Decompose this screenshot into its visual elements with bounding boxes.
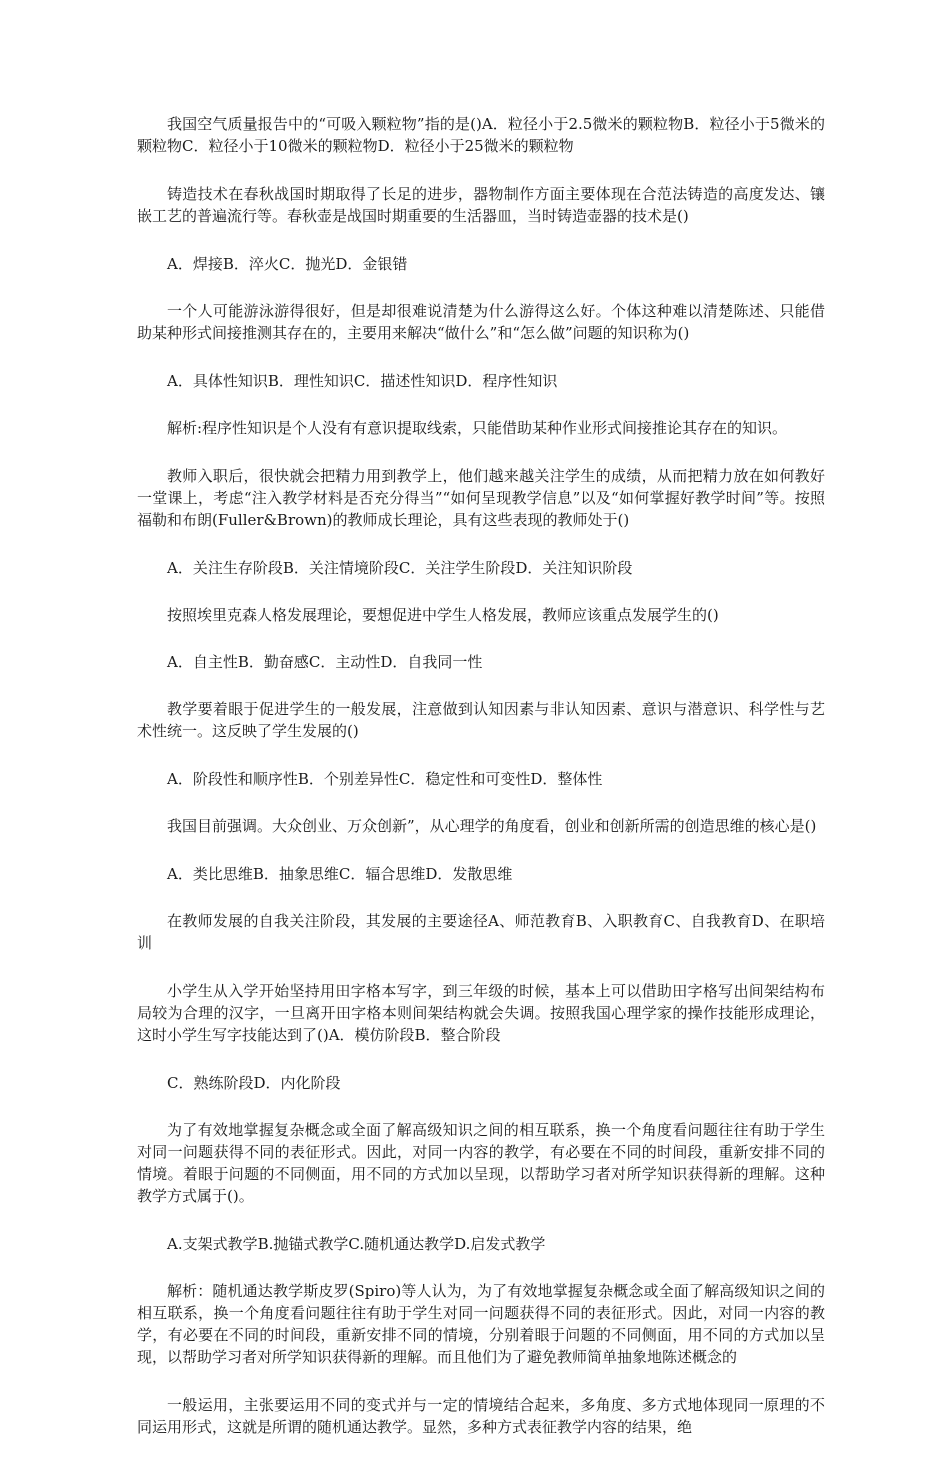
question-paragraph: 教师入职后，很快就会把精力用到教学上，他们越来越关注学生的成绩，从而把精力放在如何教好一堂课上，考虑“注入教学材料是否充分得当”“如何呈现教学信息”以及“如何掌握好教学时间”等。按照福勒和布朗(Fuller&Brown)的教师成长理论，具有这些表现的教师处于() (137, 467, 825, 529)
question-paragraph: 小学生从入学开始坚持用田字格本写字，到三年级的时候，基本上可以借助田字格写出间架结构布局较为合理的汉字，一旦离开田字格本则间架结构就会失调。按照我国心理学家的操作技能形成理论，这时小学生写字技能达到了()A．模仿阶段B．整合阶段 (137, 982, 825, 1044)
options-paragraph: A．关注生存阶段B．关注情境阶段C．关注学生阶段D．关注知识阶段 (167, 559, 633, 577)
question-paragraph: 教学要着眼于促进学生的一般发展，注意做到认知因素与非认知因素、意识与潜意识、科学性与艺术性统一。这反映了学生发展的() (137, 700, 825, 740)
question-paragraph: 我国目前强调。大众创业、万众创新”，从心理学的角度看，创业和创新所需的创造思维的核心是() (167, 817, 817, 835)
question-paragraph: 按照埃里克森人格发展理论，要想促进中学生人格发展，教师应该重点发展学生的() (167, 606, 719, 624)
document-page (137, 113, 825, 1464)
options-paragraph: A．类比思维B．抽象思维C．辐合思维D．发散思维 (167, 865, 513, 883)
options-paragraph: A．自主性B．勤奋感C．主动性D．自我同一性 (167, 653, 483, 671)
question-paragraph: 我国空气质量报告中的“可吸入颗粒物”指的是()A．粒径小于2.5微米的颗粒物B．粒径小于5微米的颗粒物C．粒径小于10微米的颗粒物D．粒径小于25微米的颗粒物 (137, 115, 825, 155)
question-paragraph: 铸造技术在春秋战国时期取得了长足的进步，器物制作方面主要体现在合范法铸造的高度发达、镶嵌工艺的普遍流行等。春秋壶是战国时期重要的生活器皿，当时铸造壶器的技术是() (137, 185, 825, 225)
options-paragraph: A．阶段性和顺序性B．个别差异性C．稳定性和可变性D．整体性 (167, 770, 603, 788)
options-paragraph: A．焊接B．淬火C．抛光D．金银错 (167, 255, 408, 273)
analysis-paragraph: 一般运用，主张要运用不同的变式并与一定的情境结合起来，多角度、多方式地体现同一原理的不同运用形式，这就是所谓的随机通达教学。显然，多种方式表征教学内容的结果，绝 (137, 1396, 825, 1436)
options-paragraph: C．熟练阶段D．内化阶段 (167, 1074, 341, 1092)
question-paragraph: 一个人可能游泳游得很好，但是却很难说清楚为什么游得这么好。个体这种难以清楚陈述、只能借助某种形式间接推测其存在的，主要用来解决“做什么”和“怎么做”问题的知识称为() (137, 302, 825, 342)
question-paragraph: 在教师发展的自我关注阶段，其发展的主要途径A、师范教育B、入职教育C、自我教育D、在职培训 (137, 912, 825, 952)
options-paragraph: A.支架式教学B.抛锚式教学C.随机通达教学D.启发式教学 (167, 1235, 546, 1253)
question-paragraph: 为了有效地掌握复杂概念或全面了解高级知识之间的相互联系，换一个角度看问题往往有助于学生对同一问题获得不同的表征形式。因此，对同一内容的教学，有必要在不同的时间段，重新安排不同的情境。着眼于问题的不同侧面，用不同的方式加以呈现，以帮助学习者对所学知识获得新的理解。这种教学方式属于()。 (137, 1121, 825, 1205)
analysis-paragraph: 解析:程序性知识是个人没有有意识提取线索，只能借助某种作业形式间接推论其存在的知识。 (167, 419, 788, 437)
analysis-paragraph: 解析：随机通达教学斯皮罗(Spiro)等人认为，为了有效地掌握复杂概念或全面了解高级知识之间的相互联系，换一个角度看问题往往有助于学生对同一问题获得不同的表征形式。因此，对同一内容的教学，有必要在不同的时间段，重新安排不同的情境，分别着眼于问题的不同侧面，用不同的方式加以呈现，以帮助学习者对所学知识获得新的理解。而且他们为了避免教师简单抽象地陈述概念的 (137, 1282, 825, 1366)
options-paragraph: A．具体性知识B．理性知识C．描述性知识D．程序性知识 (167, 372, 558, 390)
